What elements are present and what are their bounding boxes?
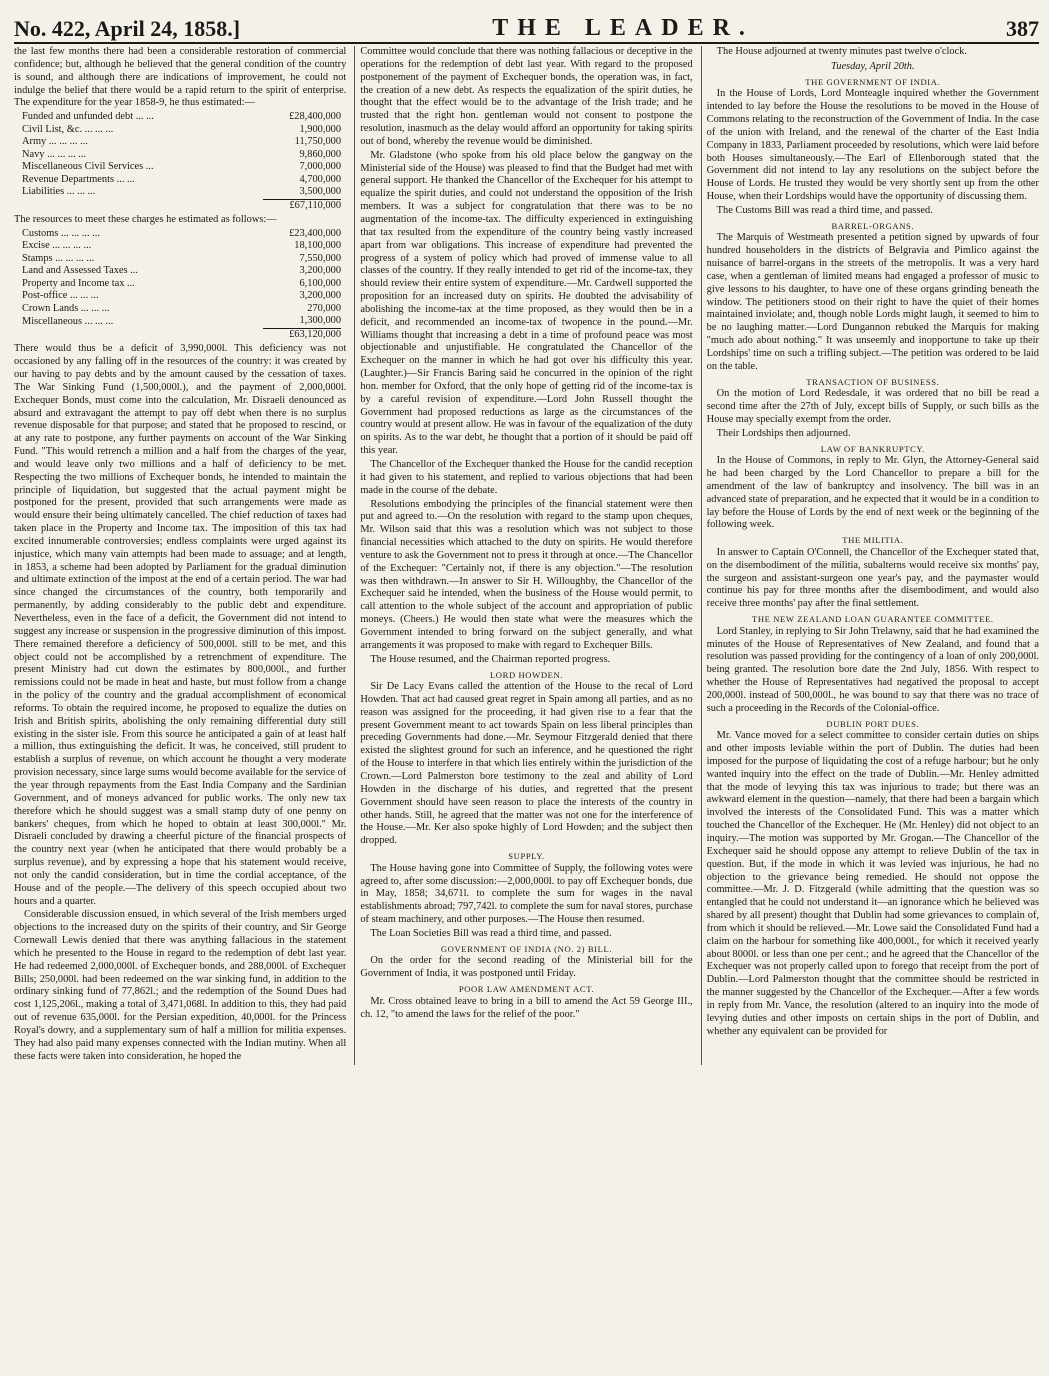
article-paragraph: In answer to Captain O'Connell, the Chancellor of the Exchequer stated that, on the disembodiment of the militia, subalterns would receive six months' pay, the surgeon and assistant-surgeon one year's pay, and the paymaster would continue his pay for three months after the disembodiment, and would also receive three months' pay after the final settlement. (706, 546, 1039, 610)
article-paragraph: In the House of Lords, Lord Monteagle inquired whether the Government intended to lay before the House the resolutions to be moved in the House of Commons relating to the reconstruction of the Government of India. In the case of the union with Ireland, and the renewal of the charter of the East India Company in 1833, Parliament proceeded by resolutions, which were laid before both Houses simultaneously.—The Earl of Ellenborough stated that the Government did not intend to lay any resolutions on the subject before the House of Lords. He trusted they would be very shortly sent up from the other House, when their Lordships would have the opportunity of discussing them. (706, 88, 1039, 203)
item-label: Customs ... ... ... ... (22, 227, 100, 239)
article-paragraph: The Loan Societies Bill was read a third time, and passed. (370, 927, 612, 939)
expenditure-table (22, 111, 341, 212)
section-heading: POOR LAW AMENDMENT ACT. (458, 984, 595, 995)
article-paragraph: There would thus be a deficit of 3,990,000l. This deficiency was not occasioned by any falling off in the resources of the country: it was created by our having to pay debts and by the amount caused by the cessation of taxes. The War Sinking Fund (1,500,000l.), and the payment of 2,000,000l. Exchequer Bonds, must come into the calculation, Mr. Disraeli denounced as absurd and extravagant the attempt to pay off debt when there is no surplus revenue disposable for that purpose; and stated that he proposed to rescind, or at any rate to postpone, any further payments on account of the War Sinking Fund. "This would retrench a million and a half from the charges of the year, and would leave only two millions and a half of deficiency to be met. Respecting the two millions of Exchequer bonds, he intended to maintain the principle of liquidation, but suggested that the actual payment might be postponed for the present, provided that such arrangements were made as would ensure their being ultimately cancelled. The chief reduction of taxes had taken place in the Property and Income tax. The imposition of this tax had excited innumerable controversies; endless complaints were urged against its injustice, which many vain attempts had been made to assuage; and at length, in 1853, a scheme had been adopted by Parliament for the gradual diminution and ultimate extinction of the impost at the end of a certain period. The war had since changed the circumstances of the country, both temporarily and permanently, by adding considerably to the public debt and expenditure. Nevertheless, even in the face of a deficit, the Government did not intend to suggest any increase or suspension in the progressive diminution of this impost. There remained therefore a deficiency of 500,000l. still to be met, and this object could not be accomplished by a retrenchment of expenditure. The present Ministry had cut down the estimates by 800,000l., and further remissions could not be made in heat and haste, but must follow from a change in the policy of the country and the gradual accomplishment of economical reforms. To obtain the required income, he proposed to equalize the duties on Irish and British spirits, abolishing the only remaining differential duty still existing in the sister isle. From this source he anticipated a gain of at least half a million, thus extinguishing the deficit. It was, he conceived, still prudent to establish a surplus of revenue, on which account he thought a very moderate provision necessary, since large sums would become available for the service of the year through repayments from the East India Company and the Sardinian Government, and of moneys advanced for public works. The only new tax therefore which he should suggest was a small stamp duty of one penny on bankers' cheques, from which he hoped to obtain at least 300,000l." Mr. Disraeli concluded by drawing a cheerful picture of the financial prospects of the country next year (when he anticipated that there would probably be a surplus revenue), and by expressing a hope that his statement would receive, not only the candid consideration, but in time the cordial acceptance, of the House and of the people.—The delivery of this speech occupied about two hours and a quarter. (14, 343, 347, 907)
item-label: Funded and unfunded debt ... ... (22, 111, 154, 123)
article-paragraph: Committee would conclude that there was nothing fallacious or deceptive in the operations for the redemption of debt last year. With regard to the proposed postponement of the payment of Exchequer bonds, the operation was, in fact, the creation of a new debt. As respects the equalization of the spirit duties, he thought that the effect would be to the advantage of the Irish trade; and he trusted that the right hon. gentleman would not consent to postpone the resolution, inasmuch as the delay would afford an opportunity for taking spirits out of bond, whereby the revenue would be diminished. (360, 46, 693, 147)
article-paragraph: Considerable discussion ensued, in which several of the Irish members urged objections to the increased duty on the spirits of their country, and Sir George Cornewall Lewis denied that there was anything fallacious in the statement which he presented to the House in regard to the redemption of debt last year. He had redeemed 2,000,000l. of Exchequer bonds, and 288,000l. of Exchequer Bills; 250,000l. had been redeemed on the war sinking fund, in addition to the ordinary sinking fund of 77,862l.; and the redemption of the Sound Dues had cost 1,125,206l., making a total of 3,471,068l. In addition to this, they had paid out of revenue 635,000l. for the Persian expedition, 40,000l. for the Princess Royal's dowry, and a supplementary sum of half a million for militia expenses. They had also paid many expenses connected with the Indian mutiny. When all these facts were taken into consideration, he hoped the (14, 909, 347, 1062)
item-label: Miscellaneous Civil Services ... (22, 161, 154, 173)
section-heading: THE NEW ZEALAND LOAN GUARANTEE COMMITTEE. (752, 614, 994, 625)
article-paragraph: The Chancellor of the Exchequer thanked the House for the candid reception it had given to his statement, and replied to various objections that had been made in the course of the debate. (360, 459, 693, 496)
item-label: Crown Lands ... ... ... (22, 302, 110, 314)
masthead (14, 8, 1039, 44)
item-amount: 1,900,000 (299, 123, 342, 135)
item-amount: 3,500,000 (299, 186, 342, 198)
table-row (22, 315, 341, 328)
table-row (22, 303, 341, 315)
item-label: Navy ... ... ... ... (22, 148, 87, 160)
section-heading: GOVERNMENT OF INDIA (NO. 2) BILL. (440, 943, 613, 954)
table-row (22, 228, 341, 240)
article-paragraph: Mr. Gladstone (who spoke from his old place below the gangway on the Ministerial side of the House) was pleased to find that the Budget had met with general support. He thanked the Chancellor of the Exchequer for his attempt to equalize the spirit duties, and could not understand the opposition of the Irish members. It was a subject for congratulation that there was to be no augmentation of the income-tax. The difficulty experienced in extinguishing that tax resulted from the expenditure of the country being vastly increased apart from war obligations. This increase of expenditure had prevented the progress of a system of policy which had proved of immense value to all classes of the country. If they really intended to get rid of the income-tax, they should review their entire system of expenditure.—Mr. Cardwell supported the proposition for an increased duty on spirits. He doubted the advisability of abolishing the income-tax at the time proposed, as they would then be in a deficit, and recommended an income-tax of twopence in the pound.—Mr. Williams thought that increasing a debt in a time of profound peace was most objectionable and unjustifiable. He congratulated the Chancellor of the Exchequer on the manner in which he had got over his difficulty this year. (Laughter.)—Sir Francis Baring said he concurred in the opinion of the right hon. member for Oxford, that the only hope of getting rid of the income-tax is by a careful revision of expenditure.—Lord John Russell thought the Government had proposed reductions as large as the circumstances of the country would at present allow. He was in favour of the equalization of the duty on spirits. As to the war debt, he thought that a portion of it should be paid off this year. (360, 149, 693, 457)
item-label: Revenue Departments ... ... (22, 173, 135, 185)
issue-number-date: No. 422, April 24, 1858.] (14, 16, 241, 41)
column-1 (14, 46, 346, 1065)
article-paragraph: Lord Stanley, in replying to Sir John Trelawny, said that he had examined the minutes of the House of Representatives of New Zealand, and found that a resolution was passed providing for the contingency of a loan of only 200,000l. being granted. The resolution bore date the 2nd July, 1856. With respect to whether the House of Representatives had negatived the proposal to accept 200,000l. instead of 500,000l., he was bound to say that there was no trace of such a proceeding in the Records of the Colonial-office. (706, 625, 1039, 714)
item-amount: 7,550,000 (299, 252, 342, 264)
table-row (22, 253, 341, 265)
article-paragraph: Resolutions embodying the principles of the financial statement were then put and agreed to.—On the resolution with regard to the stamp upon cheques, Mr. Wilson said that this was a resolution which was not subject to those financial necessities which attached to the duty on spirits. He would therefore venture to ask the Government not to press it through at once.—The Chancellor of the Exchequer: "Certainly not, if there is any objection."—The resolution was then withdrawn.—In answer to Sir H. Willoughby, the Chancellor of the Exchequer said he intended, when the business of the House would permit, to call attention to the whole subject of the account and appropriation of public moneys. (Cheers.) He would then state what were the measures which the Government intended to bring forward on the subject generally, and what arrangements it was proposed to make with regard to Exchequer Bills. (360, 498, 693, 651)
section-heading: SUPPLY. (508, 851, 545, 862)
article-paragraph: The Marquis of Westmeath presented a petition signed by upwards of four hundred householders in the districts of Belgravia and Pimlico against the nuisance of barrel-organs in the streets of the metropolis. It was a very hard case, when a gentleman of limited means had engaged a professor of music to give lessons to his daughter, to have one of these organs grinding beneath the window. The petitioners stood on their right to have the quiet of their homes maintained inviolate; and, though noble Lords might laugh, it seemed to him to be no laughing matter.—Lord Dungannon rebuked the Marquis for making "much ado about nothing." It was unseemly and inopportune to take up their Lordships' time on such a trifling subject.—The petition was ordered to be laid on the table. (706, 232, 1039, 372)
item-amount: 1,300,000 (299, 315, 342, 327)
article-paragraph: In the House of Commons, in reply to Mr. Glyn, the Attorney-General said he had been charged by the Lord Chancellor to prepare a bill for the amendment of the law of bankruptcy and insolvency. The bill was in an advanced state of preparation, and he expected that it would be in a condition to lay before the House of Lords by the end of next week or the beginning of the following week. (706, 455, 1039, 531)
section-heading: THE GOVERNMENT OF INDIA. (805, 76, 941, 87)
item-label: Civil List, &c. ... ... ... (22, 123, 114, 135)
item-amount: £28,400,000 (289, 111, 342, 123)
item-amount: 7,000,000 (299, 161, 342, 173)
column-3 (701, 46, 1039, 1065)
item-label: Post-office ... ... ... (22, 290, 99, 302)
article-paragraph: The Customs Bill was read a third time, and passed. (716, 204, 933, 216)
item-amount: 3,200,000 (299, 265, 342, 277)
newspaper-title: THE LEADER. (492, 15, 754, 41)
section-heading: THE MILITIA. (842, 535, 904, 546)
resources-total: £63,120,000 (263, 328, 341, 341)
article-paragraph: Sir De Lacy Evans called the attention of the House to the recal of Lord Howden. That act had caused great regret in Spain among all parties, and as no reason was assigned for the proceeding, it had given rise to a fear that the present Government meant to act towards Spain on less liberal principles than preceding Governments had done.—Mr. Seymour Fitzgerald denied that there existed the slightest ground for such an inference, and he questioned the right of the House to interfere in that which lies entirely within the jurisdiction of the Crown.—Lord Palmerston bore testimony to the zeal and ability of Lord Howden in the discharge of his duties, and regretted that the present Government should have seen reason to place the interests of the country in other hands. Still, he agreed that the matter was not one for the interference of the House.—Mr. Ker also spoke highly of Lord Howden; and the subject then dropped. (360, 681, 693, 847)
table-row (22, 174, 341, 186)
article-paragraph: The House adjourned at twenty minutes past twelve o'clock. (716, 46, 967, 57)
page-number: 387 (1005, 16, 1039, 41)
item-amount: 18,100,000 (294, 240, 342, 252)
item-amount: 3,200,000 (299, 290, 342, 302)
item-label: Excise ... ... ... ... (22, 240, 92, 252)
table-row (22, 278, 341, 290)
expenditure-total: £67,110,000 (263, 199, 341, 212)
table-row (22, 186, 341, 199)
item-amount: 9,860,000 (299, 148, 342, 160)
date-heading: Tuesday, April 20th. (831, 60, 915, 72)
item-amount: 6,100,000 (299, 277, 342, 289)
resources-intro: The resources to meet these charges he estimated as follows:— (14, 214, 277, 226)
item-amount: £23,400,000 (289, 227, 342, 239)
table-row (22, 161, 341, 173)
section-heading: LAW OF BANKRUPTCY. (820, 443, 925, 454)
item-label: Land and Assessed Taxes ... (22, 265, 138, 277)
item-label: Miscellaneous ... ... ... (22, 315, 114, 327)
resources-table (22, 228, 341, 341)
item-amount: 11,750,000 (294, 136, 342, 148)
table-total-row (22, 199, 341, 212)
article-paragraph: Mr. Cross obtained leave to bring in a bill to amend the Act 59 George III., ch. 12, "to amend the laws for the relief of the poor." (360, 995, 693, 1020)
table-row (22, 124, 341, 136)
article-paragraph: Their Lordships then adjourned. (716, 427, 851, 439)
section-heading: BARREL-ORGANS. (831, 220, 915, 231)
article-paragraph: On the motion of Lord Redesdale, it was ordered that no bill be read a second time after the 27th of July, except bills of Supply, or such bills as the House may specially exempt from the order. (706, 388, 1039, 425)
table-row (22, 136, 341, 148)
item-label: Army ... ... ... ... (22, 136, 88, 148)
item-amount: 4,700,000 (299, 173, 342, 185)
item-label: Stamps ... ... ... ... (22, 252, 95, 264)
item-label: Property and Income tax ... (22, 277, 135, 289)
item-label: Liabilities ... ... ... (22, 186, 96, 198)
section-heading: TRANSACTION OF BUSINESS. (806, 376, 940, 387)
item-amount: 270,000 (307, 302, 342, 314)
table-row (22, 149, 341, 161)
table-row (22, 240, 341, 252)
section-heading: DUBLIN PORT DUES. (826, 718, 920, 729)
article-paragraph: The House resumed, and the Chairman reported progress. (370, 653, 611, 665)
article-paragraph: Mr. Vance moved for a select committee to consider certain duties on ships and other imposts leviable within the port of Dublin. The duties had been imposed for the purpose of liquidating the cost of a refuge harbour; but he only wanted inquiry into the effect on the trade of Dublin.—Mr. Henley admitted that the mode of levying this tax was injurious to trade; but there was an awkward element in the question—namely, that there had been a bargain which involved the interests of the Consolidated Fund. This was a matter which touched the Chancellor of the Exchequer. He (Mr. Henley) did not object to an inquiry.—The motion was supported by Mr. Grogan.—The Chancellor of the Exchequer said he should oppose any attempt to relieve Dublin of the tax in question. But, if the mode in which it was levied was injurious, he had no objection to the grievance being remedied. He should not oppose the committee.—Mr. J. D. Fitzgerald (while admitting that the question was so entangled that he could not understand it—an ignorance which he believed was shared by all present) thought that Dublin had some grievances to complain of, from which it should be relieved.—Mr. Lowe said the Consolidated Fund had a claim on the harbour for something like 400,000l., for which it received yearly about 8000l. or less than one per cent.; and he agreed that the Chancellor of the Exchequer was not properly called upon to forego that receipt from the port of Dublin.—Lord Palmerston thought that the committee should be restricted in the manner suggested by the Chancellor of the Exchequer.—After a few words in reply from Mr. Vance, the resolution (altered to an inquiry into the mode of levying duties and other imposts on certain ships in the port of Dublin, and whether any equivalent can be provided for (706, 730, 1039, 1037)
table-row (22, 265, 341, 277)
table-row (22, 111, 341, 123)
table-total-row (22, 328, 341, 341)
intro-paragraph: the last few months there had been a considerable restoration of commercial confidence; but, although he believed that the general condition of the country is sound, and although there are indications of improvement, he could not indulge the belief that there would be a rapid return to the spirit of enterprise. The expenditure for the year 1858-9, he thus estimated:— (14, 46, 347, 109)
section-heading: LORD HOWDEN. (489, 669, 564, 680)
columns (14, 46, 1039, 1065)
article-paragraph: On the order for the second reading of the Ministerial bill for the Government of India, it was postponed until Friday. (360, 955, 693, 980)
table-row (22, 290, 341, 302)
article-paragraph: The House having gone into Committee of Supply, the following votes were agreed to, after some discussion:—2,000,000l. to pay off Exchequer bonds, due in May, 1858; 34,671l. to complete the sum for wages in the naval establishments abroad; 797,742l. to complete the sum for naval stores, purchase of steam machinery, and other purposes.—The House then resumed. (360, 862, 693, 926)
column-2 (354, 46, 692, 1065)
